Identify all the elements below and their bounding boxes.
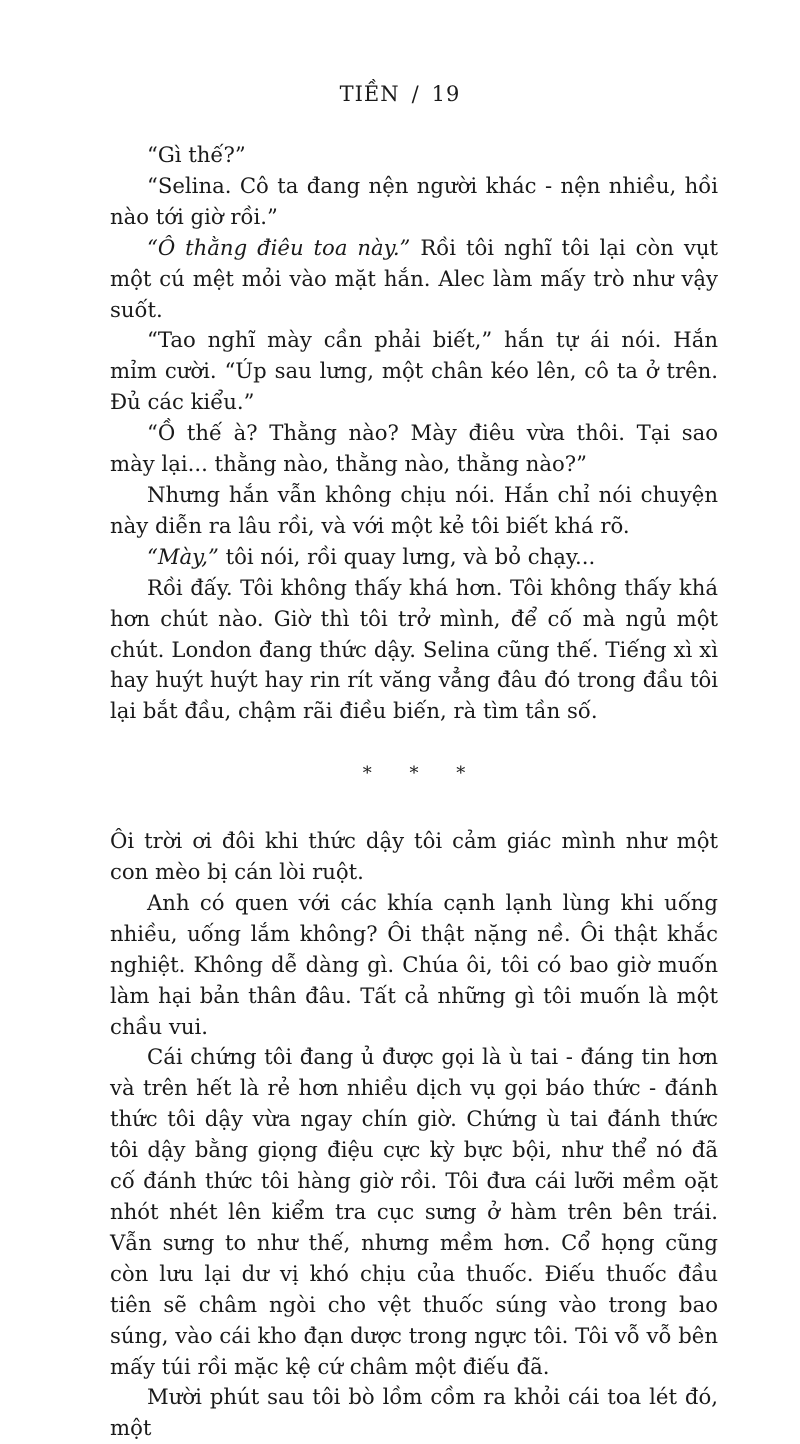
paragraph: Mười phút sau tôi bò lồm cồm ra khỏi cái toa lét đó, một	[110, 1384, 718, 1441]
italic-may: “Mày,”	[147, 543, 219, 569]
page-body	[110, 140, 718, 1444]
scene-break: * * *	[362, 763, 482, 785]
page-number: 19	[431, 82, 461, 106]
paragraph-text: Rồi tôi nghĩ tôi lại còn vụt một cú mệt mỏi vào mặt hắn. Alec làm mấy trò như vậy suốt.	[110, 234, 718, 322]
italic-quote: “Ô thằng điêu toa này.”	[147, 234, 411, 260]
paragraph-text: tôi nói, rồi quay lưng, và bỏ chạy...	[225, 543, 596, 569]
book-title: TIỀN	[339, 82, 400, 106]
paragraph: Anh có quen với các khía cạnh lạnh lùng khi uống nhiều, uống lắm không? Ôi thật nặng nề. Ôi thật khắc nghiệt. Không dễ dàng gì. Chúa ôi, tôi có bao giờ muốn làm hại bản thân đâu. Tất cả những gì tôi muốn là một chầu vui.	[110, 889, 718, 1039]
paragraph: Nhưng hắn vẫn không chịu nói. Hắn chỉ nói chuyện này diễn ra lâu rồi, và với một kẻ tôi biết khá rõ.	[110, 481, 718, 538]
paragraph: Ôi trời ơi đôi khi thức dậy tôi cảm giác mình như một con mèo bị cán lòi ruột.	[110, 828, 718, 885]
running-header	[0, 80, 800, 108]
paragraph: “Ồ thế à? Thằng nào? Mày điêu vừa thôi. Tại sao mày lại... thằng nào, thằng nào, thằng nào?”	[110, 420, 718, 477]
paragraph	[110, 542, 718, 573]
paragraph: “Selina. Cô ta đang nện người khác - nện nhiều, hồi nào tới giờ rồi.”	[110, 172, 718, 229]
paragraph: “Gì thế?”	[147, 142, 246, 167]
paragraph: Cái chứng tôi đang ủ được gọi là ù tai - đáng tin hơn và trên hết là rẻ hơn nhiều dịch vụ gọi báo thức - đánh thức tôi dậy vừa ngay chín giờ. Chứng ù tai đánh thức tôi dậy bằng giọng điệu cực kỳ bực bội, như thể nó đã cố đánh thức tôi hàng giờ rồi. Tôi đưa cái lưỡi mềm oặt nhót nhét lên kiểm tra cục sưng ở hàm trên bên trái. Vẫn sưng to như thế, nhưng mềm hơn. Cổ họng cũng còn lưu lại dư vị khó chịu của thuốc. Điếu thuốc đầu tiên sẽ châm ngòi cho vệt thuốc súng vào trong bao súng, vào cái kho đạn dược trong ngực tôi. Tôi vỗ vỗ bên mấy túi rồi mặc kệ cứ châm một điếu đã.	[110, 1044, 718, 1379]
paragraph: “Tao nghĩ mày cần phải biết,” hắn tự ái nói. Hắn mỉm cười. “Úp sau lưng, một chân kéo lên, cô ta ở trên. Đủ các kiểu.”	[110, 327, 718, 415]
paragraph	[110, 233, 718, 326]
header-separator: /	[411, 82, 420, 106]
paragraph: Rồi đấy. Tôi không thấy khá hơn. Tôi không thấy khá hơn chút nào. Giờ thì tôi trở mình, để cố mà ngủ một chút. London đang thức dậy. Selina cũng thế. Tiếng xì xì hay huýt huýt hay rin rít văng vẳng đâu đó trong đầu tôi lại bắt đầu, chậm rãi điều biến, rà tìm tần số.	[110, 574, 718, 724]
